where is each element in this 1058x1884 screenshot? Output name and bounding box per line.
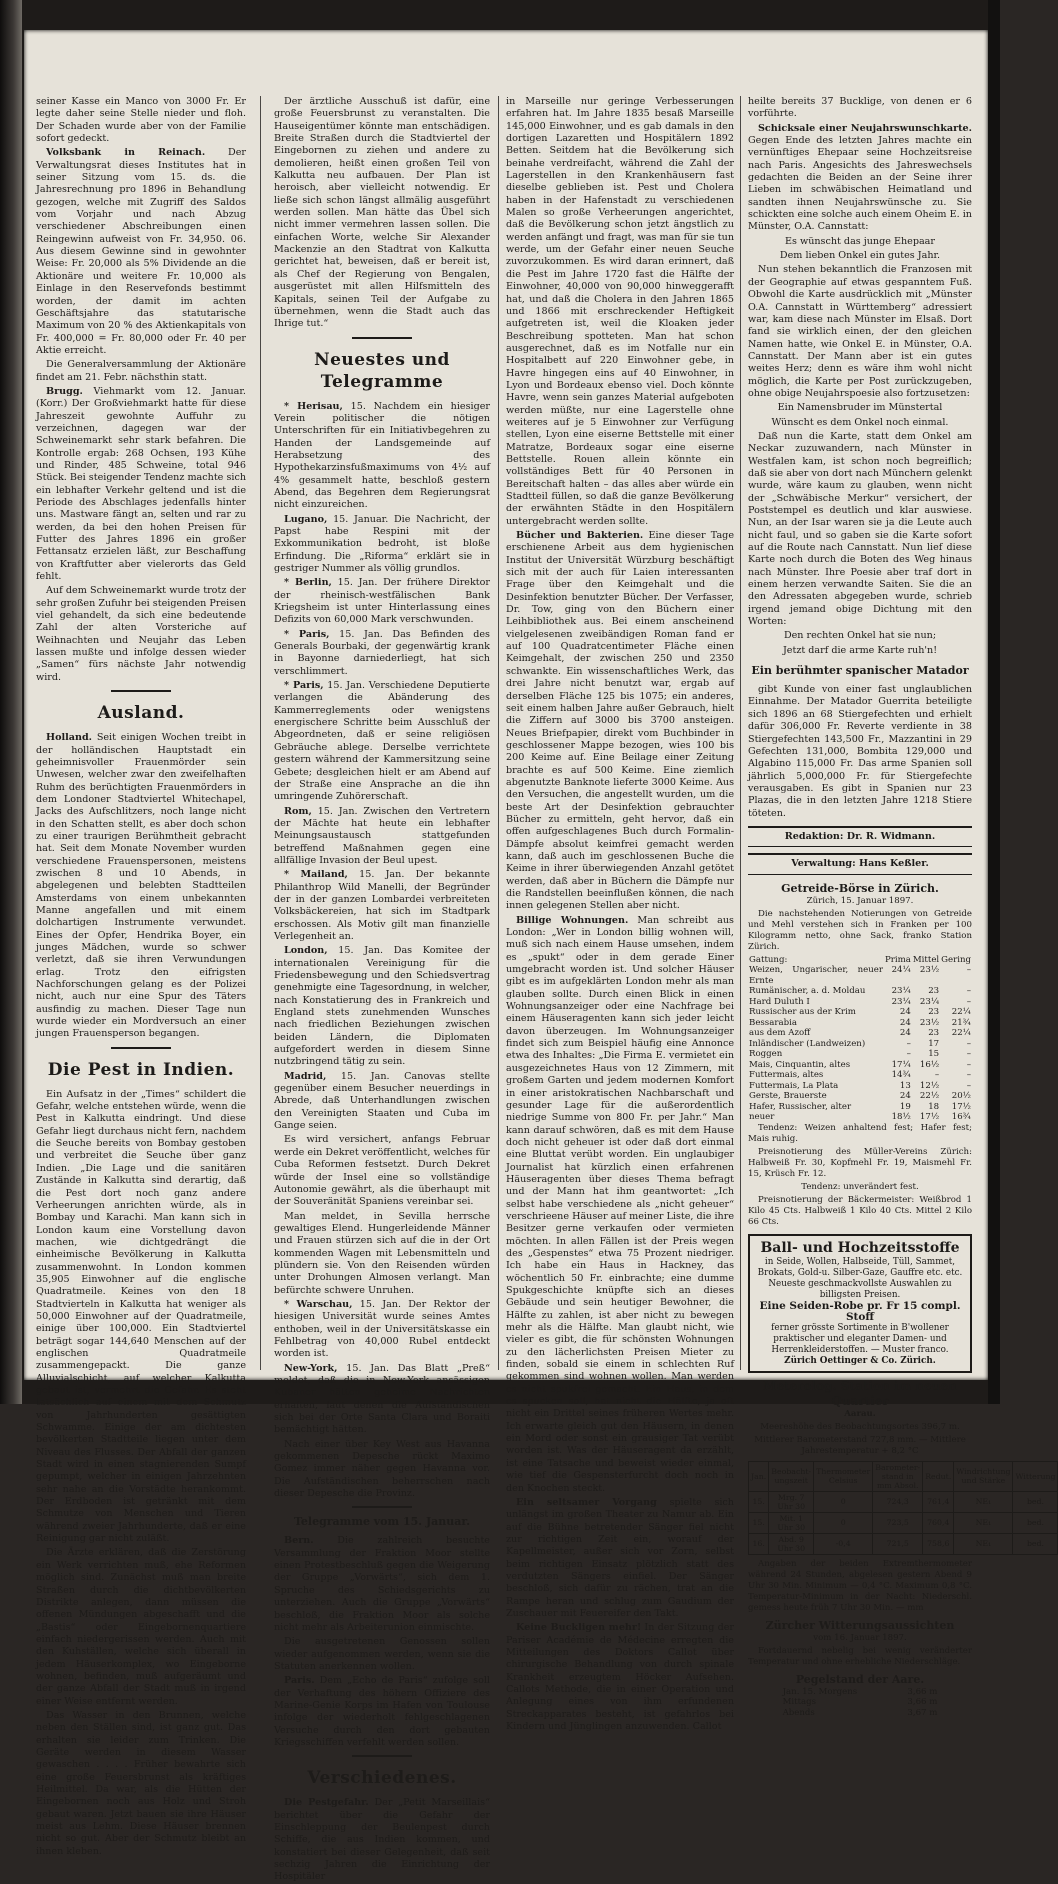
news-item-text: 15. Jan. Das Befinden des Generals Bourbaki, der gegenwärtig krank in Bayonne darniederliegt, hat sich verschlimmert.: [274, 628, 490, 677]
table-cell: –: [966, 965, 971, 976]
verse-line: Jetzt darf die arme Karte ruh'n!: [782, 644, 938, 656]
table-cell: 18: [928, 1101, 940, 1112]
news-item-head: New-York,: [284, 1362, 338, 1374]
table-row: [748, 1007, 972, 1018]
table-cell: Weizen, Ungarischer, neuer Ernte: [749, 965, 883, 986]
section-divider: [111, 690, 171, 692]
table-cell: NE₁: [954, 1491, 1013, 1512]
section-divider: [111, 1047, 171, 1049]
table-row: [748, 1039, 972, 1050]
verse-line: Dem lieben Onkel ein gutes Jahr.: [779, 250, 941, 262]
table-row: [748, 986, 972, 997]
paragraph: in Marseille nur geringe Verbesserungen erfahren hat. Im Jahre 1835 besaß Marseille 145,000 Einwohner, und es gab damals in den dortigen Lazaretten und Hospitälern 1892 Betten. Seitdem hat die Bevölkerung sich beinahe verdreifacht, während die Zahl der Lagerstellen in den Krankenhäusern fast dieselbe geblieben ist. Pest und Cholera haben in der Hafenstadt zu verschiedenen Malen so große Verheerungen angerichtet, daß die Bevölkerung schon jetzt ängstlich zu werden anfängt und fragt, was man für sie tun werde, um der Gefahr einer neuen Seuche zuvorzukommen. Es wird daran erinnert, daß die Pest im Jahre 1720 fast die Hälfte der Einwohner, 40,000 von 90,000 hinweggerafft hat, und daß die Cholera in den Jahren 1865 und 1866 mit erschreckender Heftigkeit aufgetreten ist, weil die Kloaken jeder Beschreibung spotteten. Man hat schon ausgerechnet, daß es im Notfalle nur ein Hospitalbett auf 220 Einwohner gebe, in Havre hingegen eins auf 40 Einwohner, in Lyon und Bordeaux ebenso viel. Doch könnte Havre, wenn sein ganzes Material aufgeboten werden müßte, nur eine Lagerstelle ohne weiteres auf je 5 Einwohner zur Verfügung stellen, Lyon eine eiserne Bettstelle mit einer Matratze, Bordeaux sogar eine eiserne Bettstelle. Rouen allein könnte ein vollständiges Bett für 40 Personen in Bereitschaft halten – das alles aber würde ein Stadtteil füllen, so daß die ganze Bevölkerung der erwähnten Städte in den Hospitälern untergebracht werden sollte.: [506, 96, 734, 527]
table-cell: 23½: [919, 965, 940, 976]
section-heading: Die Pest in Indien.: [47, 1059, 235, 1080]
paragraph: Auf dem Schweinemarkt wurde trotz der sehr großen Zufuhr bei steigenden Preisen viel gehandelt, da sich eine bedeutende Zahl der alten Vorsteriche auf Weihnachten und Neujahr das Leben lassen mußte und infolge dessen wieder „Samen“ fürs nächste Jahr notwendig wird.: [36, 585, 246, 683]
table-cell: Mit. 1 Uhr 30: [769, 1512, 814, 1533]
article-head: Volksbank in Reinach.: [46, 147, 206, 159]
paragraph: gibt Kunde von einer fast unglaublichen Einnahme. Der Matador Guerrita beteiligte sich 1896 an 68 Stiergefechten und erhielt dafür 306,000 Fr. Reverte verdiente in 38 Stiergefechten 143,500 Fr., Mazzantini in 29 Gefechten 131,000, Bombita 129,000 und Algabino 115,000 Fr. Das arme Spanien soll jährlich 5,000,000 Fr. für Stiergefechte verausgaben. Es gibt in Spanien nur 23 Plazas, die in den letzten Jahre 1218 Stiere töteten.: [748, 684, 972, 819]
page-top-margin: [36, 42, 976, 90]
paragraph: [748, 123, 972, 234]
verse-line: Den rechten Onkel hat sie nun;: [783, 630, 937, 642]
paragraph: Der ärztliche Ausschuß ist dafür, eine große Feuersbrunst zu veranstalten. Die Hauseigentümer könnte man entschädigen. Breite Straßen durch die Stadtviertel der Eingebornen zu ziehen und andere zu demolieren, heißt einen großen Teil von Kalkutta neu aufbauen. Der Plan ist heroisch, aber vielleicht notwendig. Er ließe sich schon längst allmälig ausgeführt werden sollen. Man hätte das Übel sich nicht immer vermehren lassen sollen. Die einfachen Worte, welche Sir Alexander Mackenzie an den Stadtrat von Kalkutta gerichtet hat, beweisen, daß er bereit ist, als Chef der Regierung von Bengalen, ausgerüstet mit allen Hilfsmitteln des Kapitals, seinen Teil der Aufgabe zu übernehmen, wenn die Stadt auch das Ihrige tut.“: [274, 96, 490, 330]
table-cell: 23: [928, 1028, 940, 1039]
table-cell: 21¾: [951, 1017, 971, 1028]
news-item-head: Rom,: [284, 805, 312, 817]
news-item-text: 15. Jan. Der bekannte Philanthrop Wild Manelli, der Begründer der in der ganzen Lombardei verbreiteten Volksbäckereien, hat sich im Stadtpark erschossen. Als Motiv gilt man finanzielle Verlegenheit an.: [274, 869, 490, 942]
table-cell: 24: [899, 1017, 911, 1028]
telegram-list: [274, 1535, 490, 1749]
ad-line: in Seide, Wollen, Halbseide, Tüll, Sammet, Brokats, Gold-u. Silber-Gaze, Gauffre etc. etc.: [757, 1256, 963, 1278]
market-date: Zürich, 15. Januar 1897.: [806, 895, 914, 906]
scanner-edge: [988, 0, 1000, 1404]
table-cell: 23: [928, 986, 940, 997]
article-head: Bücher und Bakterien.: [516, 530, 644, 542]
table-cell: 24: [899, 1028, 911, 1039]
weather-station-info: Meereshöhe des Beobachtungsortes 396,7 m.: [760, 1421, 960, 1432]
table-cell: 24: [899, 1091, 911, 1102]
verse-line: Es wünscht das junge Ehepaar: [785, 235, 935, 247]
table-header-cell: Barometer-stand in mm Absol.: [873, 1461, 923, 1491]
news-list: [274, 401, 490, 1501]
table-header-cell: Gattung:: [749, 954, 788, 965]
table-cell: Futtermais, La Plata: [749, 1080, 839, 1091]
table-cell: 23¼: [891, 996, 911, 1007]
ad-line: Neueste geschmackvollste Auswahlen zu billigsten Preisen.: [768, 1278, 952, 1300]
table-cell: 16.: [749, 1533, 769, 1554]
column-rule: [740, 96, 741, 1370]
table-header-cell: Windrichtung und Stärke: [954, 1461, 1013, 1491]
table-cell: –: [966, 1070, 971, 1081]
table-cell: Abends: [782, 1707, 815, 1718]
table-cell: Abd. 9 Uhr 30: [769, 1533, 814, 1554]
table-cell: 24: [899, 1007, 911, 1018]
news-item-head: * Paris,: [284, 680, 324, 692]
article-head: Brugg.: [46, 385, 83, 397]
news-item: [274, 869, 490, 943]
table-cell: Futtermais, altes: [749, 1070, 824, 1081]
paragraph: [36, 732, 246, 1041]
news-item-text: 15. Jan. Verschiedene Deputierte verlangen die Abänderung des Kammerreglements oder wenigstens energischere Schritte beim Ausschluß der Abgeordneten, daß er seine religiösen Gebräuche ablege. Derselbe verrichtete gestern während der Kammersitzung seine Gebete; desgleichen hielt er am Abend auf der Straße eine Ansprache an die ihn umringende Zuhörerschaft.: [274, 680, 490, 803]
ad-line: ferner grösste Sortimente in B'wollener praktischer und eleganter Damen- und Herrenkleiderstoffen. — Muster franco.: [771, 1322, 949, 1355]
news-item-text: Man meldet, in Sevilla herrsche gewaltiges Elend. Hungerleidende Männer und Frauen stürzen sich auf die in der Ort kommenden Wagen mit Lebensmitteln und plündern sie. Von den Reisenden würden unter Drohungen Almosen verlangt. Man befürchte schwere Unruhen.: [274, 1210, 490, 1296]
weather-station-info: Mittlerer Barometerstand 727,8 mm. — Mittlere Jahrestemperatur + 8,2 °C: [754, 1434, 966, 1456]
paragraph: [506, 915, 734, 1495]
news-item-head: * Mailand,: [284, 869, 348, 881]
news-item: [274, 945, 490, 1068]
table-cell: 3,66 m: [907, 1697, 938, 1708]
table-cell: Mais, Cinquantin, altes: [749, 1059, 851, 1070]
table-cell: 19: [899, 1101, 911, 1112]
table-cell: 22½: [919, 1091, 940, 1102]
column-4: [748, 96, 1056, 1718]
paragraph: [506, 530, 734, 913]
news-item-text: 15. Jan. Zwischen den Vertretern der Mächte hat heute ein lebhafter Meinungsaustausch stattgefunden betreffend Maßnahmen gegen eine allfällige Invasion der Beul upest.: [274, 805, 490, 866]
table-cell: 22¼: [951, 1028, 971, 1039]
market-trend: Tendenz: Weizen anhaltend fest; Hafer fest; Mais ruhig.: [748, 1122, 972, 1144]
news-item: [274, 1439, 490, 1501]
news-item-text: 15. Jan. Das Blatt „Preß“ meldet, daß die in New-York ansässigen Kubaner hätten geheime Nachrichten erhalten, laut denen die Aufständischen sich bei der Orte Santa Clara und Boraiti bemächtigt hätten.: [274, 1362, 490, 1436]
ad-firm: Zürich Oettinger & Co. Zürich.: [784, 1355, 936, 1366]
table-row: [748, 1060, 972, 1071]
market-intro: Die nachstehenden Notierungen von Getreide und Mehl verstehen sich in Franken per 100 Kilogramm netto, ohne Sack, franko Station Zürich.: [748, 908, 972, 952]
article-text: Seit einigen Wochen treibt in der holländischen Hauptstadt ein geheimnisvoller Frauenmörder sein Unwesen, welcher zwar den zweifelhaften Ruhm des berüchtigten Frauenmörders in dem Londoner Stadtviertel Whitechapel, Jacks des Aufschlitzers, noch lange nicht in den Schatten stellt, es aber doch schon zu einer traurigen Berühmtheit gebracht hat. Seit dem Monate November wurden verschiedene Frauenspersonen, meistens zwischen 8 und 10 Abends, in abgelegenen und belebten Stadtteilen Amsterdams von einem unbekannten Manne angefallen und mit einem dolchartigen Instrumente verwundet. Eines der Opfer, Hendrika Boyer, ein junges Mädchen, wurde so schwer verletzt, daß sie ihren Verwundungen erlag. Trotz den eifrigsten Nachforschungen gelang es der Polizei nicht, auch nur eine Spur des Täters ausfindig zu machen. Dieser Tage nun wurde wieder ein Mordversuch an einer jungen Frauensperson begangen.: [36, 732, 246, 1040]
table-row: [748, 1018, 972, 1029]
table-cell: neuer: [749, 1112, 775, 1123]
table-row: [748, 1091, 972, 1102]
table-cell: –: [906, 1038, 911, 1049]
paragraph: Das Wasser in den Brunnen, welche neben den Ställen sind, ist ganz gut. Das erhalten sie leider zum Trinken. Die Geräte werden in diesem Wasser gewaschen . . . . Früher bewahrte sich eine große Feuersbrunst als kräftiges Heilmittel. Da war, als die Hütten der Eingebornen noch aus Holz und Stroh gebaut waren. Jetzt bauen sie ihre Häuser meist aus Lehm. Diese Häuser brennen nicht so gut. Aber der Schmutz bleibt an ihnen kleben.: [36, 1709, 246, 1857]
table-cell: Inländischer (Landweizen): [749, 1038, 866, 1049]
article-head: Holland.: [46, 732, 92, 744]
column-rule: [498, 96, 499, 1370]
table-row: [749, 1533, 1058, 1554]
news-item: [274, 1535, 490, 1634]
article-text: spielte sich unlängst im großen Theater zu Namur ab. Ein auf die Bühne betretender Sänger fiel nicht zur richtigen Zeit ein, worauf der Kapellmeister, außer sich vor Zorn, selbst beim richtigen Einsatz plötzlich statt des verdutzten Sängers einfiel. Der Sänger beschloß, sich dafür zu rächen, trat an die Rampe heran und schlug zum Gaudium der Zuschauer mit Feuereifer den Takt.: [506, 1496, 734, 1619]
table-cell: 14¾: [891, 1070, 911, 1081]
paragraph: Nun stehen bekanntlich die Franzosen mit der Geographie auf etwas gespanntem Fuß. Obwohl die Karte ausdrücklich mit „Münster O.A. Cannstatt in Württemberg“ adressiert war, kam diese nach Münster im Elsaß. Dort fand sie wirklich einen, der den gleichen Namen hatte, wie Onkel E. in Münster, O.A. Cannstatt. Der Mann aber ist ein gutes weites Herz; denn es wäre ihm wohl nicht möglich, die Karte per Post zurückzugeben, ohne obige Neujahrspoesie also fortzusetzen:: [748, 264, 972, 399]
table-row: [782, 1697, 939, 1708]
table-row: [749, 1512, 1058, 1533]
news-item: [274, 401, 490, 512]
verse-line: Ein Namensbruder im Münstertal: [777, 402, 943, 414]
paragraph: [506, 1497, 734, 1620]
news-item-head: Madrid,: [284, 1070, 327, 1082]
table-cell: NE₁: [954, 1533, 1013, 1554]
section-divider: [352, 337, 412, 339]
section-heading: Ausland.: [97, 703, 185, 724]
column-2: [274, 96, 490, 1883]
news-item: [274, 577, 490, 626]
ad-line: Eine Seiden-Robe pr. Fr 15 compl. Stoff: [759, 1299, 961, 1323]
table-cell: Hafer, Russischer, alter: [749, 1101, 852, 1112]
paragraph: Die Generalversammlung der Aktionäre findet am 21. Febr. nächsthin statt.: [36, 359, 246, 383]
table-cell: 24¼: [891, 965, 911, 976]
table-cell: Roggen: [749, 1049, 783, 1060]
table-cell: 20½: [951, 1091, 971, 1102]
table-cell: –: [966, 986, 971, 997]
table-cell: –: [966, 1059, 971, 1070]
table-header-cell: Jan.: [749, 1461, 769, 1491]
table-cell: 22¼: [951, 1007, 971, 1018]
table-row: [748, 1028, 972, 1039]
table-cell: –: [966, 996, 971, 1007]
table-row: [748, 965, 972, 986]
news-item: [274, 629, 490, 678]
forecast-title: Zürcher Witterungsaussichten: [765, 1618, 955, 1632]
news-item-text: 15. Jan. Das Komitee der internationalen Vereinigung für die Friedensbewegung und den Schiedsvertrag genehmigte eine Tagesordnung, in welcher, nach Konstatierung des in Frankreich und England stets zunehmenden Wunsches nach friedlichen Beziehungen zwischen beiden Ländern, die Diplomaten aufgefordert werden in diesem Sinne nutzbringend tätig zu sein.: [274, 945, 490, 1068]
table-cell: 17: [928, 1038, 940, 1049]
weather-table: [748, 1461, 1058, 1555]
forecast-text: Fortdauernd nebelig bei wenig veränderter Temperatur und ohne erhebliche Niederschläge.: [748, 1645, 972, 1667]
newspaper-page: [24, 30, 1056, 1883]
news-item-text: 15. Jan. Der Rektor der hiesigen Universität wurde seines Amtes enthoben, weil in der Universitätskasse ein Fehlbetrag von 40,000 Rubel entdeckt worden ist.: [274, 1298, 490, 1360]
news-item-text: 15. Jan. Der frühere Direktor der rheinisch-westfälischen Bank Kriegsheim ist unter Hinterlassung eines Defizits von 60,000 Mark verschwunden.: [274, 577, 490, 626]
forecast-date: vom 16. Januar 1897.: [813, 1632, 907, 1643]
market-title: Getreide-Börse in Zürich.: [781, 881, 939, 895]
news-item: [274, 1363, 490, 1437]
news-item-text: Es wird versichert, anfangs Februar werde ein Dekret veröffentlicht, welches für Cuba Reformen festsetzt. Durch Dekret würde der Insel eine so vollständige Autonomie gewährt, als die überhaupt mit der Souveränität Spaniens vereinbar sei.: [274, 1134, 490, 1208]
table-cell: –: [906, 1049, 911, 1060]
column-rule: [260, 96, 261, 1370]
table-header-cell: Redut.: [923, 1461, 954, 1491]
news-item-text: Die zahlreich besuchte Versammlung der Fraktion Moor stellte einen Protestbeschluß gegen die Weigerung der Gruppe „Vorwärts“, sich dem 1. Spruche des Schiedsgerichts zu unterziehen. Auch die Gruppe „Vorwärts“ beschloß, die Fraktion Moor als solche nicht mehr als Arbeiterunion einmischte.: [274, 1535, 490, 1633]
news-item-head: London,: [284, 945, 328, 957]
table-row: [748, 997, 972, 1008]
editor-line: Redaktion: Dr. R. Widmann.: [748, 826, 972, 847]
news-item-text: 15. Nachdem ein hiesiger Verein politischer die nötigen Unterschriften für ein Initiativbegehren zu Handen der Landsgemeinde auf Herabsetzung des Hypothekarzinsfußmaximums von 4½ auf 4% gesammelt hatte, beschloß gestern Abend, das Begehren dem Regierungsrat nicht einzureichen.: [274, 400, 490, 511]
table-cell: 721,5: [873, 1533, 923, 1554]
news-item-head: Lugano,: [284, 513, 328, 525]
table-cell: 16½: [919, 1059, 940, 1070]
news-item-text: 15. Jan. Canovas stellte gegenüber einem Besucher neuerdings in Abrede, daß Unterhandlungen zwischen den Vereinigten Staaten und Cuba im Gange seien.: [274, 1070, 490, 1132]
section-heading: Neuestes und Telegramme: [314, 349, 450, 392]
table-cell: Rumänischer, a. d. Moldau: [749, 986, 866, 997]
news-item-text: Die ausgetretenen Genossen sollen wieder aufgenommen werden, wenn sie die Statuten anerkennen wollen.: [274, 1636, 490, 1672]
table-row: [782, 1687, 939, 1698]
article-text: Eine dieser Tage erschienene Arbeit aus dem hygienischen Institut der Universität Würzburg beschäftigt sich mit der auch für Laien interessanten Frage über den Keimgehalt und die Desinfektion benutzter Bücher. Der Verfasser, Dr. Tow, ging von den Büchern einer Leihbibliothek aus. Bei einem anscheinend vielgelesenen zweibändigen Roman fand er auf 100 Quadratcentimeter Fläche einen Keimgehalt, der zwischen 250 und 2350 schwankte. Ein wissenschaftliches Werk, das drei Jahre nicht benutzt war, ergab auf derselben Fläche 125 bis 1075; ein anderes, seit einem halben Jahre außer Gebrauch, hielt die Ziffern auf 3000 bis 3700 ansteigen. Neues Briefpapier, direkt vom Buchbinder in geschlossener Mappe bezogen, wies 100 bis 200 Keime auf. Eine Beilage einer Zeitung brachte es auf 500 Keime. Eine ziemlich abgenutzte Banknote lieferte 3000 Keime. Aus den Versuchen, die angestellt wurden, um die beste Art der Desinfektion gebrauchter Bücher zu ermitteln, geht hervor, daß ein offen aufgeschlagenes Buch durch Formalin-Dämpfe absolut keimfrei gemacht werden kann, daß auch im geschlossenen Buche die Keime in ihrer überwiegenden Anzahl getötet werden, daß aber in Büchern die Dämpfe nur die Randstellen beeinflußen können, die nach innen gelegenen Stellen aber nicht.: [506, 530, 734, 912]
table-cell: –: [934, 1070, 940, 1081]
table-cell: 761,4: [923, 1491, 954, 1512]
paragraph: [274, 1797, 490, 1883]
article-head: Billige Wohnungen.: [516, 914, 629, 926]
column-1: [36, 96, 246, 1857]
table-row: [748, 1102, 972, 1113]
table-header-cell: Witterung: [1013, 1461, 1058, 1491]
paragraph: Ein Aufsatz in der „Times“ schildert die Gefahr, welche entstehen würde, wenn die Pest in Kalkutta eindringt. Und diese Gefahr liegt durchaus nicht fern, nachdem die Seuche bereits von Bombay gestoben und verbreitet die Seuche über ganz Indien. „Die Lage und die sanitären Zustände in Kalkutta sind derartig, daß die Pest dort noch ganz andere Verheerungen anrichten würde, als in Bombay und Karachi. Man kann sich in London kaum eine Vorstellung davon machen, wie dichtgedrängt die einheimische Bevölkerung in Kalkutta zusammenwohnt. In London kommen 35,905 Einwohner auf die englische Quadratmeile. Keines von den 18 Stadtvierteln in Kalkutta hat weniger als 50,000 Einwohner auf der Quadratmeile, einige über 100,000. Ein Stadtviertel beträgt sogar 144,640 Menschen auf der englischen Quadratmeile zusammengepackt. Die ganze Alluvialschicht, auf welcher Kalkutta gebaut ist, vermehrt die Gefahr. Es steht tatsächlich auf einem mit dem Schmutz von Jahrhunderten gesättigten Schwamme. Einige der am dichtesten bevölkerten Stadtteile liegen unter dem Niveau des Flusses. Der Abfall der ganzen Stadt wird in einen stagnierenden Sumpf gepumpt, welcher in einigen Jahrzehnten sehr nahe an die Vorstädte herankommt. Der Erdboden ist getränkt mit dem Schmutze von Menschen und Tieren während zweier Jahrhunderte, daß er eine Reinigung gar nicht zuläßt.: [36, 1088, 246, 1545]
weather-station-title: Meterolog. Station im neuen Quartier: [763, 1378, 957, 1408]
table-header-cell: Mittel: [912, 954, 940, 965]
table-cell: 723,5: [873, 1512, 923, 1533]
news-item: [274, 1071, 490, 1133]
table-cell: 3,67 m: [907, 1707, 938, 1718]
section-subheading: Telegramme vom 15. Januar.: [293, 1515, 471, 1529]
table-cell: 17½: [919, 1112, 940, 1123]
table-cell: 23¼: [891, 986, 911, 997]
table-row: [782, 1708, 939, 1719]
news-item-head: Paris.: [284, 1675, 315, 1687]
table-cell: bed.: [1013, 1512, 1058, 1533]
table-cell: bed.: [1013, 1533, 1058, 1554]
table-header-cell: Thermometer Celsius: [814, 1461, 873, 1491]
news-item-head: * Paris,: [284, 628, 330, 640]
article-head: Ein seltsamer Vorgang: [516, 1496, 657, 1508]
table-row: [748, 1070, 972, 1081]
paragraph: heilte bereits 37 Bucklige, von denen er 6 vorführte.: [748, 96, 972, 120]
bread-prices: Preisnotierung der Bäckermeister: Weißbrod 1 Kilo 45 Cts. Halbweiß 1 Kilo 40 Cts. Mittel 2 Kilo 66 Cts.: [748, 1194, 972, 1227]
table-cell: 0: [814, 1491, 873, 1512]
news-item: [274, 806, 490, 868]
section-divider: [352, 1506, 412, 1508]
table-cell: Bessarabia: [749, 1017, 797, 1028]
table-cell: 15.: [749, 1491, 769, 1512]
table-cell: -0,4: [814, 1533, 873, 1554]
table-cell: 760,4: [923, 1512, 954, 1533]
table-header-cell: Prima: [884, 954, 911, 965]
table-cell: Gerste, Brauerste: [749, 1091, 827, 1102]
weather-station-city: Aarau.: [844, 1408, 876, 1419]
article-head: Die Pestgefahr.: [284, 1797, 369, 1809]
table-cell: bed.: [1013, 1491, 1058, 1512]
table-cell: 13: [899, 1080, 911, 1091]
table-row: [748, 1049, 972, 1060]
verse-line: Wünscht es dem Onkel noch einmal.: [771, 416, 949, 428]
table-cell: aus dem Azoff: [749, 1028, 811, 1039]
news-item-head: * Herisau,: [284, 400, 343, 412]
table-cell: 15: [928, 1049, 940, 1060]
table-cell: 17¼: [891, 1059, 911, 1070]
table-cell: Mittags: [782, 1697, 817, 1708]
table-row: [748, 1112, 972, 1123]
paragraph: [36, 147, 246, 357]
news-item-text: Dem „Echo de Paris“ zufolge soll der Verhaftung des höhern Offiziere des Marine-Genie Korps im Hafen von Toulouse infolge der wiederholt fehlgeschlagenen Versuche durch den dort gebauten Kriegsschiffen verfehlt werden sollen.: [274, 1675, 490, 1748]
table-cell: NE₁: [954, 1512, 1013, 1533]
news-item: [274, 1134, 490, 1208]
table-cell: Jan. 15. Morgens: [782, 1686, 858, 1697]
table-cell: –: [966, 1049, 971, 1060]
table-cell: –: [966, 1038, 971, 1049]
news-item-head: * Berlin,: [284, 577, 332, 589]
table-cell: 23: [928, 1007, 940, 1018]
river-level-table: [782, 1687, 939, 1719]
news-item: [274, 680, 490, 803]
table-cell: –: [966, 1080, 971, 1091]
article-text: Man schreibt aus London: „Wer in London billig wohnen will, muß sich nach einem Hause umsehen, indem es „spukt“ oder in dem gerade Einer umgebracht worden ist. Und solcher Häuser gibt es im aufgeklärten London mehr als man glauben sollte. Durch einen Blick in einen Wohnungsanzeiger oder eine Nachfrage bei einem Häuseragenten kann sich jeder leicht davon überzeugen. Im Wohnungsanzeiger findet sich zum Beispiel häufig eine Annonce etwa des Inhaltes: „Die Firma E. vermietet ein ausgezeichnetes Haus von 12 Zimmern, mit großem Garten und jedem modernen Komfort in einer aristokratischen Nachbarschaft und gesunder Lage für die außerordentlich niedrige Summe von 800 Fr. per Jahr.“ Man kann darauf schwören, daß es mit dem Hause doch nicht geheuer ist oder daß dort einmal eine Bluttat verübt worden. Ein unglaubiger Journalist hat kürzlich einen erfahrenen Häuseragenten über dieses Thema befragt und der Mann hat ihm geantwortet: „Ich selbst habe verschiedene als „nicht geheuer“ verschrieene Häuser auf meiner Liste, die ihre Besitzer gerne verkaufen oder vermieten möchten. In allen Fällen ist der Preis wegen des „Gespenstes“ etwa 75 Prozent niedriger. Ich habe ein Haus in Hackney, das wöchentlich 50 Fr. einbrachte; eine dumme Spukgeschichte knüpfte sich an dieses Gebäude und sein heutiger Bewohner, die Hälfte zu zahlen, ist aber nicht zu bewegen mehr als die Hälfte. Man glaubt nicht, wie vieler es gibt, die für schönsten Wohnungen zu den lächerlichsten Preisen Mieter zu finden, sobald sie einem in schlechten Ruf gekommen sind wohnen wollen. Man werden es nicht spukfrei gemacht. Ein Haus, in dem es spucken soll, hat nicht die Hälfte, ja oft nicht ein Drittel seines früheren Wertes mehr. Ich erwarte gleich gut den Häusern, in denen ein Mord oder sonst ein grausiger Tat verübt worden ist. Was der Häuseragent da erzählt, ist eine Tatsache und beweist wieder einmal, wie tief die Gespensterfurcht doch noch in den Knochen steckt.: [506, 914, 734, 1494]
table-row: [749, 1491, 1058, 1512]
table-cell: 15.: [749, 1512, 769, 1533]
table-cell: 12½: [919, 1080, 940, 1091]
news-item-text: Nach einer über Key West aus Havanna gekommenen Depesche rückt Maximo Gomez immer näher gegen Havanna vor. Die Aufständischen beherrschen nach dieser Depesche die Provinz.: [274, 1438, 490, 1500]
river-level-title: Pegelstand der Aare.: [795, 1672, 925, 1686]
news-item-head: Bern.: [284, 1535, 314, 1547]
ad-title: Ball- und Hochzeitsstoffe: [760, 1239, 960, 1256]
table-cell: 724,3: [873, 1491, 923, 1512]
article-text: Viehmarkt vom 12. Januar. (Korr.) Der Großviehmarkt hatte für diese Jahreszeit gewohnte Auffuhr zu verzeichnen, dagegen war der Schweinemarkt sehr stark befahren. Die Kontrolle ergab: 268 Ochsen, 193 Kühe und Rinder, 485 Schweine, total 946 Stück. Bei steigender Tendenz machte sich ein lebhafter Verkehr geltend und ist die Periode des Abschlages jedenfalls hinter uns. Mastware fängt an, selten und rar zu werden, da bei den hohen Preisen für Futter des Jahres 1896 ein großer Fettansatz erzielen läßt, zur Beschaffung von Kraftfutter aber vielerorts das Geld fehlt.: [36, 385, 246, 583]
paragraph: Die Ärzte erklären, daß die Zerstörung ein Werk verrichten muß, ehe Reformen möglich sind. Zunächst muß man breite Straßen durch die dichtbevölkerten Distrikte anlegen, dann müssen die offenen Mündungen abgeschafft und die „Bastis“ oder Eingebornenquartiere einfach niedergerissen werden. Auch mit den Kuhställen, welche sich überall in jedem Häuserkomplex, wo Eingeborne wohnen, befinden, muß aufgeräumt und der ganze Abfall der Stadt muß in irgend einer Weise entfernt werden.: [36, 1547, 246, 1707]
paragraph: [506, 1622, 734, 1733]
table-row: [748, 1081, 972, 1092]
table-cell: 3,66 m: [907, 1686, 938, 1697]
weather-note: Angaben der beiden Extremthermometer während 24 Stunden, abgelesen gestern Abend 9 Uhr 30 Min. Minimum — 0,4 °C. Maximum 0,8 °C. Temperatur-Minimum in der Nacht: Niederschl. gemess heute früh 7 Uhr 30 Min. — mm: [748, 1558, 972, 1613]
news-item-text: 15. Januar. Die Nachricht, der Papst habe Respini mit der Exkommunikation bedroht, ist bloße Erfindung. Die „Riforma“ erklärt sie in gestriger Nummer als völlig grundlos.: [274, 513, 490, 574]
table-cell: 17½: [951, 1101, 971, 1112]
table-cell: Mrg. 7 Uhr 30: [769, 1491, 814, 1512]
article-text: Gegen Ende des letzten Jahres machte ein vernünftiges Ehepaar seine Hochzeitsreise nach Paris. Angesichts des Jahreswechsels gedachten die Beiden an der Seine ihrer Lieben im schwäbischen Heimatland und sandten ihnen Neujahrswünsche zu. Sie schickten eine solche auch einem Oheim E. in Münster, O.A. Cannstatt:: [748, 135, 972, 233]
table-cell: Russischer aus der Krim: [749, 1007, 856, 1018]
news-item: [274, 1211, 490, 1297]
paragraph: seiner Kasse ein Manco von 3000 Fr. Er legte daher seine Stelle nieder und floh. Der Schaden wurde aber von der Familie sofort gedeckt.: [36, 96, 246, 145]
article-head: Schicksale einer Neujahrswunschkarte.: [758, 122, 972, 134]
advertisement: [748, 1234, 972, 1373]
table-header-row: [748, 955, 972, 966]
table-header-cell: Gering: [941, 954, 971, 965]
article-heading: Ein berühmter spanischer Matador: [751, 664, 969, 678]
news-item: [274, 1299, 490, 1361]
table-cell: Hard Duluth I: [749, 996, 810, 1007]
market-trend: Tendenz: unverändert fest.: [801, 1181, 919, 1192]
article-text: Der „Petit Marseillais“ berichtet über die Gefahr der Einschleppung der Beulenpest durch Schiffe, die aus Indien kommen, und konstatiert bei dieser Gelegenheit, daß seit sechzig Jahren die Einrichtung der Hospitäler: [274, 1797, 490, 1883]
table-header-cell: Beobacht-ungszeit: [769, 1461, 814, 1491]
table-cell: 23½: [919, 1017, 940, 1028]
table-cell: 0: [814, 1512, 873, 1533]
article-text: Der Verwaltungsrat dieses Institutes hat in seiner Sitzung vom 15. ds. die Jahresrechnung pro 1896 in Behandlung gezogen, welche mit Zugriff des Saldos vom Vorjahr und nach Abzug verschiedener Abschreibungen einen Reingewinn aufweist von Fr. 34,950. 06. Aus diesem Gewinne sind in gewohnter Weise: Fr. 20,000 als 5% Dividende an die Aktionäre und weitere Fr. 10,000 als Einlage in den Reservefonds bestimmt worden, der damit im achten Geschäftsjahre das statutarische Maximum von 20 % des Aktienkapitals von Fr. 400,000 = Fr. 80,000 oder Fr. 40 per Aktie erreicht.: [36, 147, 246, 356]
news-item-head: * Warschau,: [284, 1298, 353, 1310]
paragraph: [36, 386, 246, 584]
table-cell: 23¼: [919, 996, 940, 1007]
adjacent-page-edge: [0, 0, 22, 1404]
table-cell: 758,6: [923, 1533, 954, 1554]
section-divider: [352, 1755, 412, 1757]
section-heading: Verschiedenes.: [307, 1768, 457, 1789]
miller-prices: Preisnotierung des Müller-Vereins Zürich: Halbweiß Fr. 30, Kopfmehl Fr. 19, Maismehl Fr. 15, Krüsch Fr. 12.: [748, 1146, 972, 1179]
news-item: [274, 1636, 490, 1673]
paragraph: Daß nun die Karte, statt dem Onkel am Neckar zuzuwandern, nach Münster in Westfalen kam, ist schon noch begreiflich; daß sie aber von dort nach Münchern gelenkt wurde, wäre kaum zu glauben, wenn nicht der „Schwäbische Merkur“ versichert, der Poststempel es deutlich und klar auswiese. Nun, an der Isar waren sie ja die Leute auch nicht faul, und so gaben sie die Karte sofort auf die Route nach Cannstatt. Nun lief diese Karte noch durch die Boten des Weg hinaus nach Münster. Ihre Poesie aber traf dort in einem herzen verwandte Saiten. Sie die an den Adressaten abgegeben wurde, schrieb irgend jemand obige Dichtung mit den Worten:: [748, 430, 972, 628]
table-cell: 18½: [891, 1112, 911, 1123]
article-text: In der Sitzung der Pariser Académie de Médecine erregten die Mitteilungen des Doktors Callot über chirurgische Behandlung von durch spinale Krankheit erzeugtem Höcker Aufsehen. Callots Methode, die in einer Operation und Anlegung eines von ihm erfundenen Streckapparates besteht, ist gefahrlos bei Kindern und Jünglingen anzuwenden. Callot: [506, 1622, 734, 1733]
column-3: [506, 96, 734, 1733]
article-head: Keine Buckligen mehr!: [516, 1622, 642, 1634]
table-cell: 16¾: [951, 1112, 971, 1123]
news-item: [274, 514, 490, 576]
grain-price-table: [748, 955, 972, 1123]
administration-line: Verwaltung: Hans Keßler.: [748, 853, 972, 874]
news-item: [274, 1675, 490, 1749]
